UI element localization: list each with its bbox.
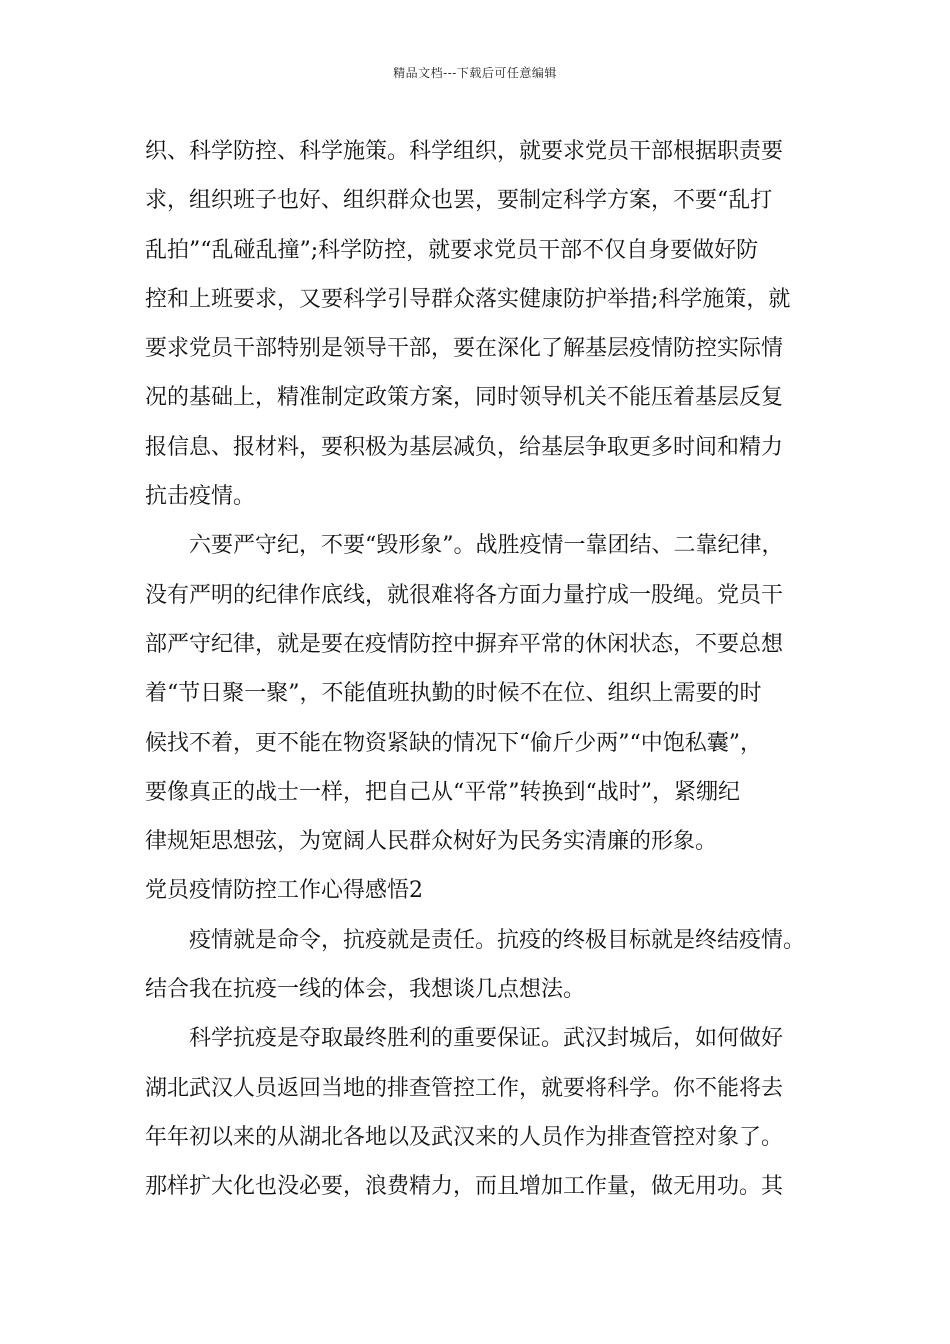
text-line: 候找不着，更不能在物资紧缺的情况下“偷斤少两”“中饱私囊”， <box>145 730 762 756</box>
text-line: 抗击疫情。 <box>145 484 256 510</box>
text-line: 结合我在抗疫一线的体会，我想谈几点想法。 <box>145 977 586 1003</box>
text-line: 那样扩大化也没必要，浪费精力，而且增加工作量，做无用功。其 <box>145 1174 784 1200</box>
text-line: 六要严守纪，不要“毁形象”。战胜疫情一靠团结、二靠纪律， <box>145 533 784 559</box>
text-line: 控和上班要求，又要科学引导群众落实健康防护举措;科学施策，就 <box>145 286 791 312</box>
text-line: 年年初以来的从湖北各地以及武汉来的人员作为排查管控对象了。 <box>145 1124 784 1150</box>
text-line: 律规矩思想弦，为宽阔人民群众树好为民务实清廉的形象。 <box>145 829 718 855</box>
text-line: 求，组织班子也好、组织群众也罢，要制定科学方案，不要“乱打 <box>145 188 773 214</box>
text-line: 报信息、报材料，要积极为基层减负，给基层争取更多时间和精力 <box>145 434 784 460</box>
page-header: 精品文档---下载后可任意编辑 <box>393 66 557 80</box>
text-line: 科学抗疫是夺取最终胜利的重要保证。武汉封城后，如何做好 <box>145 1026 784 1052</box>
text-line: 着“节日聚一聚”，不能值班执勤的时候不在位、组织上需要的时 <box>145 681 762 707</box>
text-line: 部严守纪律，就是要在疫情防控中摒弃平常的休闲状态，不要总想 <box>145 631 784 657</box>
document-body <box>145 133 835 1218</box>
text-line: 织、科学防控、科学施策。科学组织，就要求党员干部根据职责要 <box>145 139 784 164</box>
text-line: 乱拍”“乱碰乱撞”;科学防控，就要求党员干部不仅自身要做好防 <box>145 237 759 263</box>
text-line: 湖北武汉人员返回当地的排查管控工作，就要将科学。你不能将去 <box>145 1075 784 1101</box>
text-line: 疫情就是命令，抗疫就是责任。抗疫的终极目标就是终结疫情。 <box>145 927 806 953</box>
text-line: 要像真正的战士一样，把自己从“平常”转换到“战时”，紧绷纪 <box>145 779 740 805</box>
text-line: 没有严明的纪律作底线，就很难将各方面力量拧成一股绳。党员干 <box>145 582 784 608</box>
text-line: 况的基础上，精准制定政策方案，同时领导机关不能压着基层反复 <box>145 385 784 411</box>
section-heading: 党员疫情防控工作心得感悟2 <box>145 878 423 904</box>
text-line: 要求党员干部特别是领导干部，要在深化了解基层疫情防控实际情 <box>145 336 784 362</box>
